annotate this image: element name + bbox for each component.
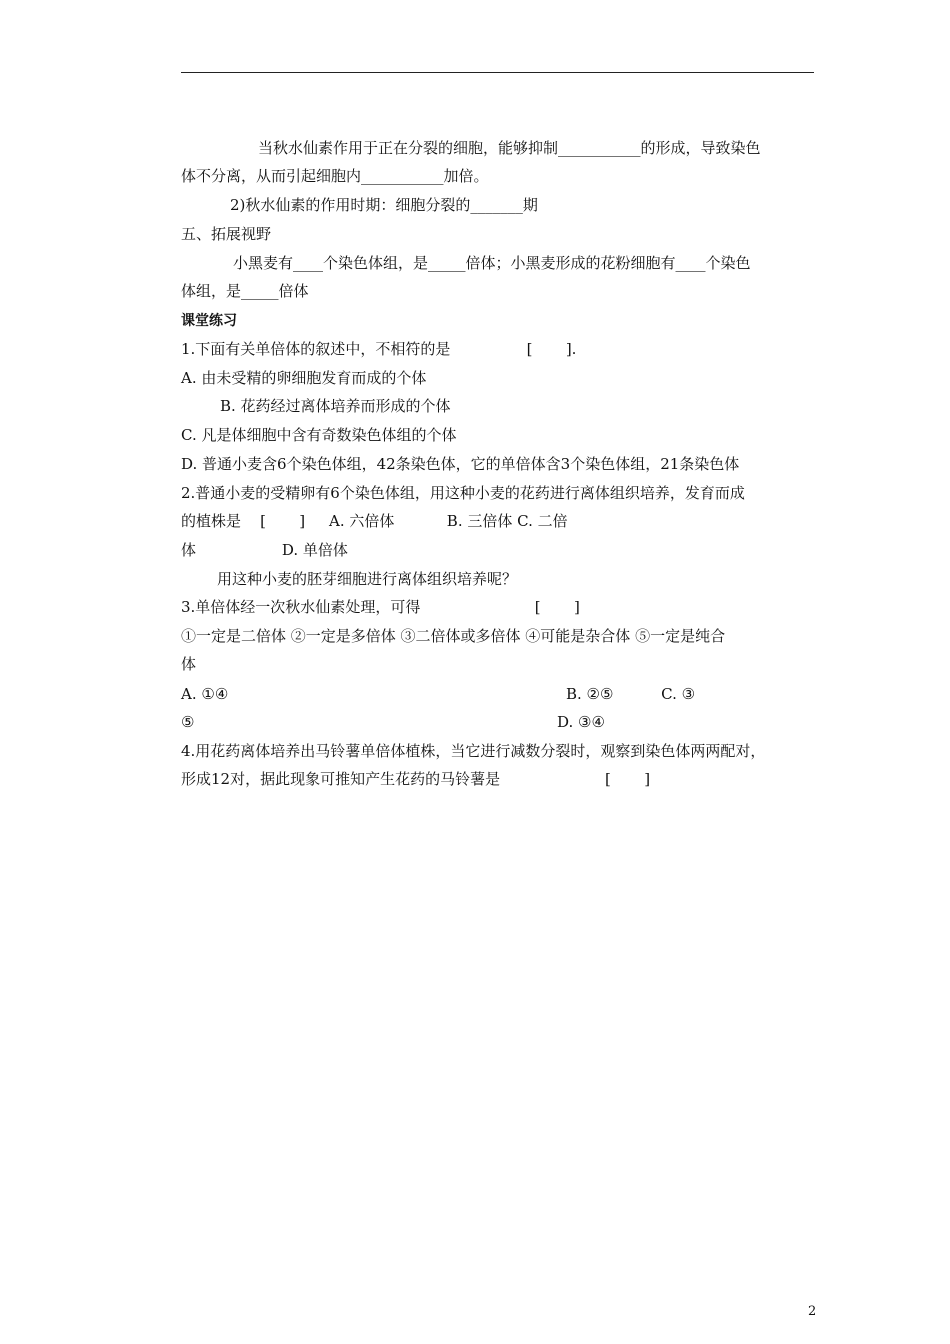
option-b-c: B. ②⑤ C. ③: [566, 685, 696, 703]
option-c-cont: ⑤: [181, 713, 195, 731]
question-2-options: 的植株是 [ ] A. 六倍体 B. 三倍体 C. 二倍: [181, 512, 568, 530]
page-number: 2: [808, 1304, 817, 1319]
question-3-statements: ①一定是二倍体 ②一定是多倍体 ③二倍体或多倍体 ④可能是杂合体 ⑤一定是纯合: [181, 627, 726, 645]
text-line: 当秋水仙素作用于正在分裂的细胞，能够抑制___________的形成，导致染色: [258, 139, 761, 157]
text-line: 小黑麦有____个染色体组，是_____倍体；小黑麦形成的花粉细胞有____个染色: [233, 254, 751, 272]
text-line: 2)秋水仙素的作用时期：细胞分裂的_______期: [230, 196, 538, 214]
question-1: 1.下面有关单倍体的叙述中，不相符的是 [ ].: [181, 340, 577, 358]
text-line: 体组，是_____倍体: [181, 282, 309, 300]
text-line: 体不分离，从而引起细胞内___________加倍。: [181, 167, 489, 185]
question-2-followup: 用这种小麦的胚芽细胞进行离体组织培养呢？: [217, 570, 518, 588]
question-2: 2.普通小麦的受精卵有6个染色体组，用这种小麦的花药进行离体组织培养，发育而成: [181, 484, 745, 502]
option-c: C. 凡是体细胞中含有奇数染色体组的个体: [181, 426, 457, 444]
section-heading: 五、拓展视野: [181, 225, 272, 243]
option-d: D. 普通小麦含6个染色体组，42条染色体，它的单倍体含3个染色体组，21条染色体: [181, 455, 740, 473]
question-4: 4.用花药离体培养出马铃薯单倍体植株，当它进行减数分裂时，观察到染色体两两配对，: [181, 742, 766, 760]
option-a: A. ①④: [181, 685, 229, 703]
option-b: B. 花药经过离体培养而形成的个体: [220, 397, 451, 415]
section-heading: 课堂练习: [181, 313, 237, 329]
question-3: 3.单倍体经一次秋水仙素处理，可得 [ ]: [181, 598, 580, 616]
header-rule: [181, 72, 814, 73]
question-3-statements-cont: 体: [181, 655, 197, 673]
question-2-options-cont: 体 D. 单倍体: [181, 541, 348, 559]
option-d: D. ③④: [557, 713, 605, 731]
option-a: A. 由未受精的卵细胞发育而成的个体: [181, 369, 427, 387]
question-4-cont: 形成12对，据此现象可推知产生花药的马铃薯是 [ ]: [181, 770, 651, 788]
